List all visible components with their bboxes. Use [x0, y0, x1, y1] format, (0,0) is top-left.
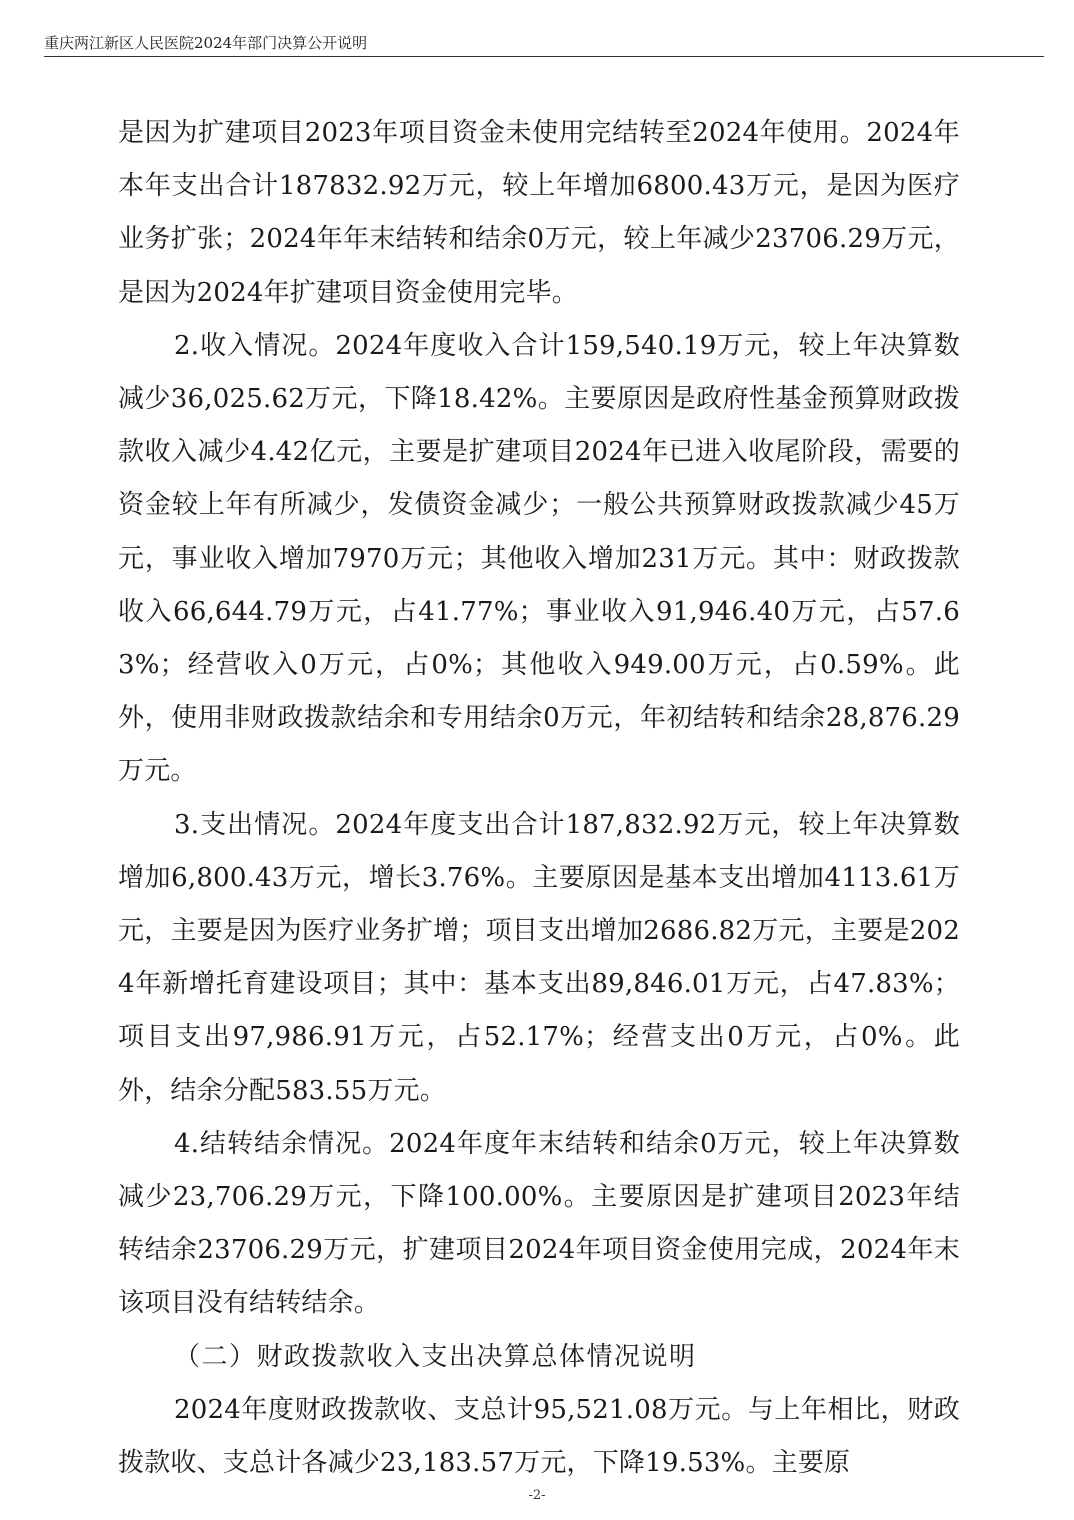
paragraph-carryover: 4.结转结余情况。2024年度年末结转和结余0万元，较上年决算数减少23,706.29万元，下降100.00%。主要原因是扩建项目2023年结转结余23706.29万元，扩建项目2024年项目资金使用完成，2024年末该项目没有结转结余。 — [118, 1128, 960, 1319]
section-heading: （二）财政拨款收入支出决算总体情况说明 — [174, 1341, 697, 1372]
paragraph-continuation: 是因为扩建项目2023年项目资金未使用完结转至2024年使用。2024年本年支出合计187832.92万元，较上年增加6800.43万元，是因为医疗业务扩张；2024年年末结转和结余0万元，较上年减少23706.29万元，是因为2024年扩建项目资金使用完毕。 — [118, 118, 960, 308]
header-divider — [44, 56, 1044, 57]
page-number: -2- — [528, 1488, 546, 1503]
document-header-title: 重庆两江新区人民医院2024年部门决算公开说明 — [44, 34, 368, 52]
document-body — [118, 107, 960, 1490]
paragraph-income: 2.收入情况。2024年度收入合计159,540.19万元，较上年决算数减少36,025.62万元，下降18.42%。主要原因是政府性基金预算财政拨款收入减少4.42亿元，主要是扩建项目2024年已进入收尾阶段，需要的资金较上年有所减少，发债资金减少；一般公共预算财政拨款减少45万元，事业收入增加7970万元；其他收入增加231万元。其中：财政拨款收入66,644.79万元，占41.77%；事业收入91,946.40万元，占57.63%；经营收入0万元，占0%；其他收入949.00万元，占0.59%。此外，使用非财政拨款结余和专用结余0万元，年初结转和结余28,876.29万元。 — [118, 330, 960, 787]
paragraph-expenditure: 3.支出情况。2024年度支出合计187,832.92万元，较上年决算数增加6,800.43万元，增长3.76%。主要原因是基本支出增加4113.61万元，主要是因为医疗业务扩增；项目支出增加2686.82万元，主要是2024年新增托育建设项目；其中：基本支出89,846.01万元，占47.83%；项目支出97,986.91万元，占52.17%；经营支出0万元，占0%。此外，结余分配583.55万元。 — [118, 809, 960, 1106]
paragraph-fiscal-summary: 2024年度财政拨款收、支总计95,521.08万元。与上年相比，财政拨款收、支总计各减少23,183.57万元，下降19.53%。主要原 — [118, 1394, 960, 1479]
